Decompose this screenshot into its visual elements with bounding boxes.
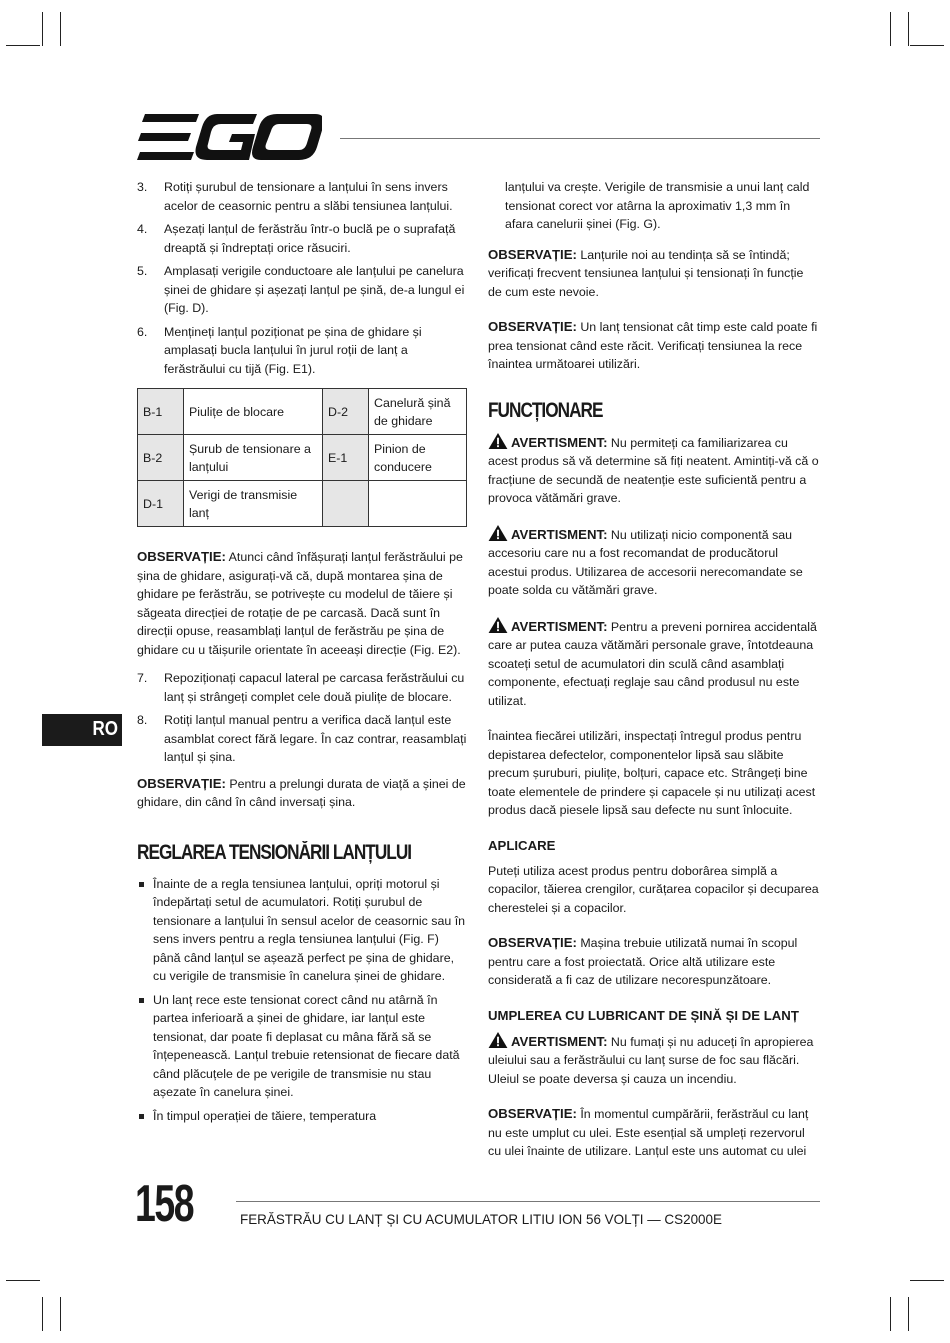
part-description: Canelură șină de ghidare [369, 389, 467, 435]
warning-paragraph [488, 1032, 820, 1089]
crop-mark [42, 1297, 43, 1331]
crop-mark [890, 12, 891, 46]
inspect-paragraph: Înaintea fiecărei utilizări, inspectați întregul produs pentru depistarea defectelor, componentelor lipsă sau slăbite precum șuruburi, piulițe, bolțuri, capace etc. Strângeți bine toate elementele de prindere și capacele și nu utilizați acest produs dacă piesele lipsă sau defecte nu sunt înlocuite. [488, 729, 816, 817]
warning-paragraph [488, 617, 820, 711]
warning-paragraph [488, 433, 820, 508]
language-code: RO [92, 718, 118, 740]
part-description [369, 481, 467, 527]
warning-text: Nu utilizați nicio componentă sau accesoriu care nu a fost recomandat de producătorul acestui produs. Utilizarea de accesorii nerecomandate se poate solda cu vătămări grave. [488, 527, 803, 597]
bullet-icon [137, 991, 153, 1102]
part-code: D-1 [138, 481, 184, 527]
part-code [323, 481, 369, 527]
crop-mark [910, 45, 944, 46]
bullet-list [137, 875, 467, 1126]
right-column [488, 178, 820, 1161]
crop-mark [890, 1297, 891, 1331]
parts-table [137, 388, 467, 527]
crop-mark [908, 1297, 909, 1331]
warning-icon [488, 617, 508, 633]
ego-logo [137, 114, 322, 160]
part-code: D-2 [323, 389, 369, 435]
section-title: FUNCȚIONARE [488, 398, 603, 422]
note-text: Atunci când înfășurați lanțul ferăstrăului pe șina de ghidare, asigurați-vă că, după montarea șina de ghidare pe ferăstrău, se potrivește cu modelul de tăiere și săgeata direcției de rotație de pe carcasă. Dacă sunt în direcții opuse, reasamblați lanțul de ferăstrău pe șina de ghidare cu u tăișurile orientate în aceeași direcție (Fig. E2). [137, 550, 463, 657]
left-column [137, 178, 467, 1130]
note-text: Un lanț tensionat cât timp este cald poate fi prea tensionat când este răcit. Verificați tensiunea la rece înaintea următoarei utilizări. [488, 320, 818, 371]
steps-list-b [137, 669, 467, 767]
warning-icon [488, 525, 508, 541]
crop-mark [6, 45, 40, 46]
warning-icon [488, 433, 508, 449]
note-label: OBSERVAȚIE: [137, 775, 226, 791]
part-code: B-1 [138, 389, 184, 435]
note-label: OBSERVAȚIE: [488, 1106, 577, 1121]
crop-mark [908, 12, 909, 46]
list-item: 3. Rotiți șurubul de tensionare a lanțului în sens invers acelor de ceasornic pentru a slăbi tensiunea lanțului. [137, 180, 453, 213]
note-paragraph [488, 1105, 820, 1161]
continuation-paragraph: lanțului va crește. Verigile de transmisie a unui lanț cald tensionat corect vor atârna la aproximativ 1,3 mm în afara canelurii șinei (Fig. G). [505, 180, 810, 231]
part-description: Verigi de transmisie lanț [184, 481, 323, 527]
warning-text: Nu fumați și nu aduceți în apropierea uleiului sau a ferăstrăului cu lanț surse de foc sau flăcări. Uleiul se poate deversa și cauza un incendiu. [488, 1034, 814, 1086]
warning-text: Nu permiteți ca familiarizarea cu acest produs să vă determine să fiți neatent. Amintiți-vă că o fracțiune de secundă de neatenție este suficientă pentru a provoca vătămări grave. [488, 435, 819, 505]
crop-mark [6, 1280, 40, 1281]
note-label: OBSERVAȚIE: [488, 935, 577, 950]
footer-text: FERĂSTRĂU CU LANȚ ȘI CU ACUMULATOR LITIU ION 56 VOLȚI — CS2000E [240, 1211, 722, 1227]
note-text: Pentru a prelungi durata de viață a șinei de ghidare, din când în când inversați șina. [137, 776, 466, 809]
list-item: 7. Repoziționați capacul lateral pe carcasa ferăstrăului cu lanț și strângeți complet cele două piulițe de blocare. [137, 671, 465, 704]
bullet-icon [137, 1107, 153, 1126]
warning-label: AVERTISMENT: [511, 1033, 608, 1049]
warning-label: AVERTISMENT: [511, 434, 608, 450]
part-description: Piulițe de blocare [184, 389, 323, 435]
table-row [138, 435, 467, 481]
list-item: Un lanț rece este tensionat corect când nu atârnă în partea inferioară a șinei de ghidare, iar lanțul este tensionat, dar poate fi deplasat cu mâna fără să se înțepenească. Lanțul trebuie retensionat de fiecare dată când plăcuțele de pe verigile de transmisie nu stau așezate în canelura șinei. [137, 991, 467, 1102]
crop-mark [60, 1297, 61, 1331]
warning-text: Pentru a preveni pornirea accidentală care ar putea cauza vătămări personale grave, întotdeauna scoateți setul de acumulatori din sculă când asamblați componente, efectuați reglaje sau când produsul nu este utilizat. [488, 619, 817, 708]
crop-mark [42, 12, 43, 46]
warning-paragraph [488, 525, 820, 600]
header-rule [340, 138, 820, 139]
note-text: În momentul cumpărării, ferăstrăul cu lanț nu este umplut cu ulei. Este esențial să umpleți rezervorul cu ulei înainte de utilizare. Lanțul este uns automat cu ulei [488, 1107, 809, 1158]
note-label: OBSERVAȚIE: [488, 319, 577, 334]
note-paragraph [137, 775, 467, 812]
steps-list-a [137, 178, 467, 378]
bullet-icon [137, 875, 153, 986]
footer-rule [236, 1201, 820, 1202]
part-code: B-2 [138, 435, 184, 481]
list-item: 8. Rotiți lanțul manual pentru a verifica dacă lanțul este asamblat corect fără legare. În caz contrar, reasamblați lanțul și șina. [137, 713, 467, 764]
note-label: OBSERVAȚIE: [137, 549, 226, 564]
subsection-title: APLICARE [488, 837, 556, 853]
warning-label: AVERTISMENT: [511, 526, 608, 542]
part-description: Șurub de tensionare a lanțului [184, 435, 323, 481]
list-item: Înainte de a regla tensiunea lanțului, opriți motorul și îndepărtați setul de acumulatori. Rotiți șurubul de tensionare a lanțului în sensul acelor de ceasornic sau în sens invers pentru a regla tensiunea lanțului (Fig. F) până când lanțul se așează perfect pe șina de ghidare, cu verigile de transmisie în canelura șinei de ghidare. [137, 875, 467, 986]
apply-paragraph: Puteți utiliza acest produs pentru doborârea simplă a copacilor, tăierea crengilor, curățarea copacilor și decuparea cherestelei și a copacilor. [488, 863, 819, 915]
note-text: Mașina trebuie utilizată numai în scopul pentru care a fost proiectată. Orice altă utilizare este considerată a fi caz de utilizare necorespunzătoare. [488, 936, 798, 987]
note-text: Lanțurile noi au tendința să se întindă; verificați frecvent tensiunea lanțului și tensionați în funcție de cum este nevoie. [488, 247, 804, 299]
note-label: OBSERVAȚIE: [488, 246, 577, 262]
table-row [138, 481, 467, 527]
warning-icon [488, 1032, 508, 1048]
table-row [138, 389, 467, 435]
note-paragraph [488, 934, 820, 990]
warning-label: AVERTISMENT: [511, 618, 608, 634]
note-paragraph [137, 548, 467, 659]
list-item: În timpul operației de tăiere, temperatura [137, 1107, 467, 1126]
list-item: 6. Mențineți lanțul poziționat pe șina de ghidare și amplasați bucla lanțului în jurul roții de lanț a ferăstrăului cu tijă (Fig. E1). [137, 324, 422, 376]
part-description: Pinion de conducere [369, 435, 467, 481]
part-code: E-1 [323, 435, 369, 481]
list-item: 5. Amplasați verigile conductoare ale lanțului pe canelura șinei de ghidare și așezați lanțul pe șină, de-a lungul ei (Fig. D). [137, 264, 465, 315]
crop-mark [910, 1280, 944, 1281]
section-title: REGLAREA TENSIONĂRII LANȚULUI [137, 840, 412, 864]
subsection-title: UMPLEREA CU LUBRICANT DE ȘINĂ ȘI DE LANȚ [488, 1007, 799, 1023]
crop-mark [60, 12, 61, 46]
note-paragraph [488, 246, 820, 302]
language-tab [42, 714, 122, 746]
page-number: 158 [135, 1175, 194, 1233]
list-item: 4. Așezați lanțul de ferăstrău într-o buclă pe o suprafață dreaptă și îndreptați orice răsuciri. [137, 222, 456, 255]
note-paragraph [488, 318, 820, 374]
